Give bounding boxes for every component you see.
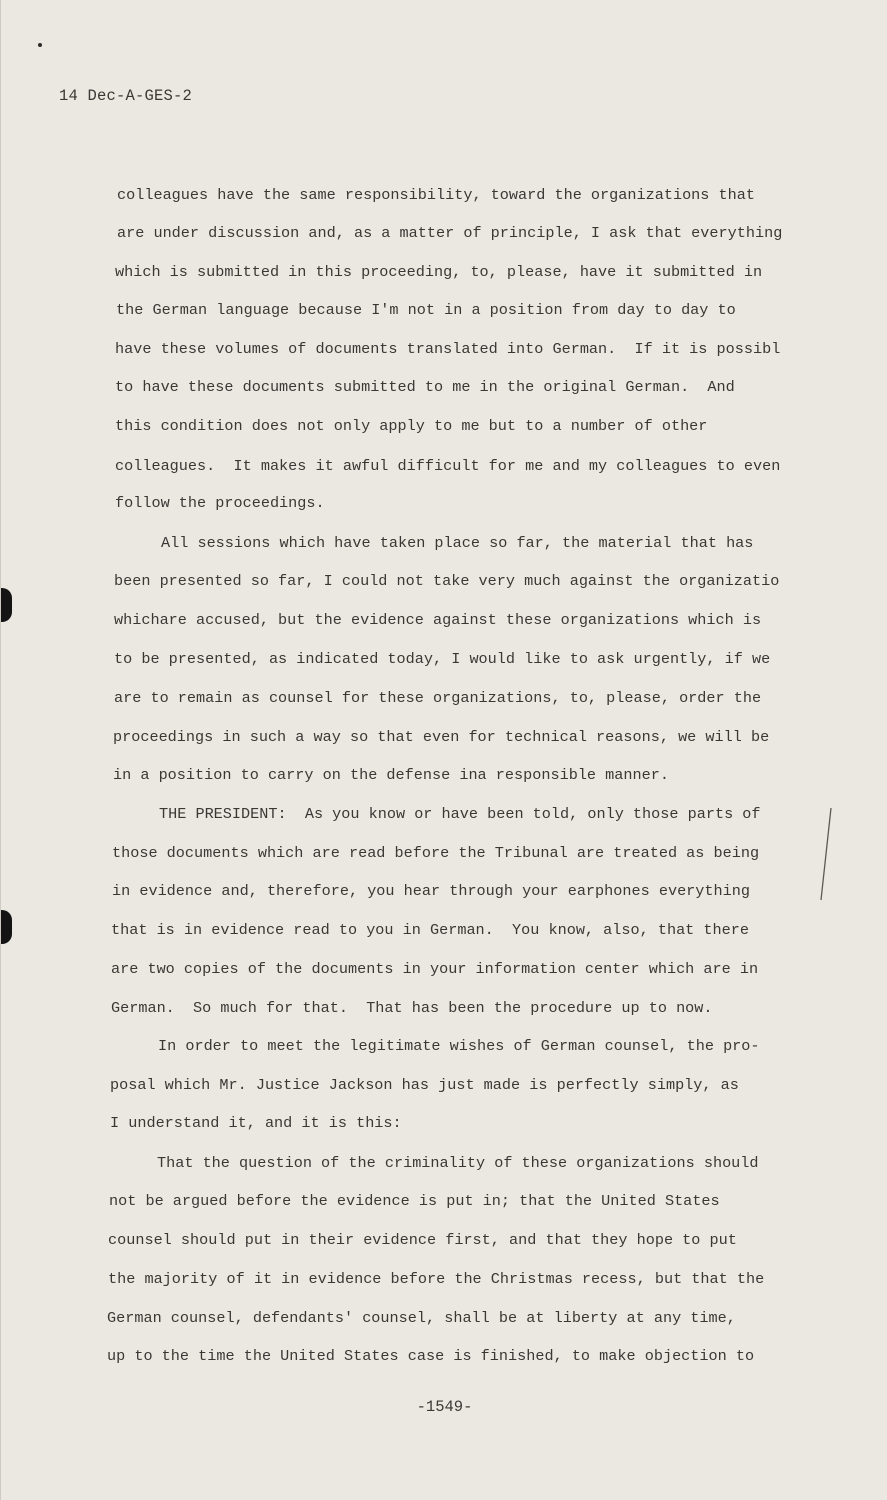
document-header: 14 Dec-A-GES-2 <box>59 87 193 105</box>
text-line: are under discussion and, as a matter of principle, I ask that everything <box>117 224 783 242</box>
text-line: to be presented, as indicated today, I would like to ask urgently, if we <box>114 650 771 668</box>
text-line: the German language because I'm not in a position from day to day to <box>116 301 736 319</box>
text-line: posal which Mr. Justice Jackson has just made is perfectly simply, as <box>110 1076 739 1094</box>
text-line: All sessions which have taken place so far, the material that has <box>161 534 754 552</box>
text-line: colleagues have the same responsibility, toward the organizations that <box>117 186 755 204</box>
text-line: That the question of the criminality of these organizations should <box>157 1154 759 1172</box>
ink-dot <box>38 43 42 47</box>
text-line: THE PRESIDENT: As you know or have been told, only those parts of <box>159 805 761 823</box>
text-line: counsel should put in their evidence first, and that they hope to put <box>108 1231 737 1249</box>
text-line: which is submitted in this proceeding, to, please, have it submitted in <box>115 263 763 281</box>
margin-pencil-mark <box>819 806 833 902</box>
text-line: colleagues. It makes it awful difficult for me and my colleagues to even <box>115 457 781 475</box>
text-line: whichare accused, but the evidence against these organizations which is <box>114 611 762 629</box>
text-line: have these volumes of documents translated into German. If it is possibl <box>115 340 781 358</box>
text-line: up to the time the United States case is finished, to make objection to <box>107 1347 755 1365</box>
text-line: been presented so far, I could not take very much against the organizatio <box>114 572 780 590</box>
text-line: not be argued before the evidence is put in; that the United States <box>109 1192 720 1210</box>
text-line: that is in evidence read to you in German. You know, also, that there <box>111 921 749 939</box>
page-number: -1549- <box>416 1398 473 1416</box>
text-line: this condition does not only apply to me but to a number of other <box>115 417 708 435</box>
text-line: German. So much for that. That has been the procedure up to now. <box>111 999 713 1017</box>
punch-hole-lower <box>0 910 12 944</box>
text-line: in evidence and, therefore, you hear through your earphones everything <box>112 882 750 900</box>
text-line: those documents which are read before the Tribunal are treated as being <box>112 844 760 862</box>
punch-hole-upper <box>0 588 12 622</box>
text-line: proceedings in such a way so that even for technical reasons, we will be <box>113 728 770 746</box>
text-line: In order to meet the legitimate wishes of German counsel, the pro- <box>158 1037 760 1055</box>
text-line: to have these documents submitted to me in the original German. And <box>115 378 735 396</box>
text-line: are to remain as counsel for these organizations, to, please, order the <box>114 689 762 707</box>
text-line: follow the proceedings. <box>115 494 325 512</box>
text-line: German counsel, defendants' counsel, shall be at liberty at any time, <box>107 1309 736 1327</box>
text-line: I understand it, and it is this: <box>110 1114 402 1132</box>
text-line: in a position to carry on the defense ina responsible manner. <box>113 766 669 784</box>
text-line: are two copies of the documents in your information center which are in <box>111 960 759 978</box>
text-line: the majority of it in evidence before the Christmas recess, but that the <box>108 1270 765 1288</box>
